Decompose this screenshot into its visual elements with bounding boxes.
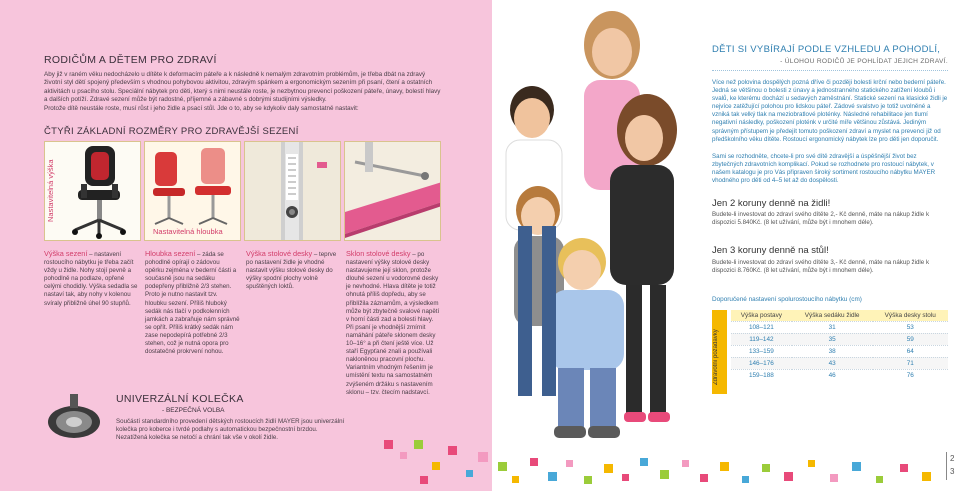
table-cell: 31 [792, 321, 873, 333]
desk-leg-illustration [245, 142, 341, 241]
caster-wheel-image [44, 392, 104, 442]
table-row [731, 357, 948, 369]
header-desk: Výška desky stolu [873, 310, 949, 321]
desk-height-photo [244, 141, 341, 241]
table-side-label: Zdravotní požadavky [713, 329, 719, 385]
right-title: DĚTI SI VYBÍRAJÍ PODLE VZHLEDU A POHODLÍ, [712, 44, 941, 55]
table-cell: 108–121 [731, 321, 792, 333]
table-cell: 59 [873, 333, 949, 345]
height-label: Nastavitelná výška [46, 159, 55, 223]
desk-tilt-column [346, 250, 441, 397]
wheels-text: Součástí standardního provedení dětských rostoucích židlí MAYER jsou univerzální kolečka pro koberce i tvrdé podlahy s automatickou bezpečnostní brzdou. Nezatížená kolečka se netočí a chrání tak vše v okolí židle. [116, 418, 345, 442]
table-cell: 159–188 [731, 369, 792, 381]
table-row [731, 369, 948, 381]
seat-height-title: Výška sezení [44, 249, 88, 258]
intro-paragraph-2: Protože dítě neustále roste, musí růst i jeho židle a psací stůl. Jde o to, aby se kdykoliv daly samostatně nastavit: [44, 105, 359, 113]
table-cell: 53 [873, 321, 949, 333]
page-number-right: 3 [950, 467, 955, 476]
chair-height-photo [44, 141, 141, 241]
desk-tilt-title: Sklon stolové desky [346, 249, 411, 258]
table-cell: 119–142 [731, 333, 792, 345]
header-seat: Výška sedáku židle [792, 310, 873, 321]
table-row [731, 333, 948, 345]
left-title: RODIČŮM A DĚTEM PRO ZDRAVÍ [44, 54, 217, 66]
chair-offer-text: Budete-li investovat do zdraví svého dítěte 2,- Kč denně, máte na nákup židle k dispozici 5.840Kč. (8 let užívání, může být i mnohem déle). [712, 211, 930, 227]
chair-depth-photo [144, 141, 241, 241]
table-side-bar [712, 310, 727, 394]
depth-label: Nastavitelná hloubka [153, 227, 223, 236]
desk-height-column [246, 250, 341, 291]
table-cell: 76 [873, 369, 949, 381]
desk-height-title: Výška stolové desky [246, 249, 313, 258]
seat-depth-column [145, 250, 240, 356]
seat-depth-title: Hloubka sezení [145, 249, 196, 258]
intro-paragraph: Aby již v raném věku nedocházelo u dítěte k deformacím páteře a k následně k nemalým zdravotním problémům, je třeba dbát na zdravý životní styl dětí spojený především s vhodnou pohybovou aktivitou, zdravým spánkem a ergonomickým sezením při psaní, čtení a ostatních aktivitách u psacího stolu. Speciální nábytek pro děti, který s nimi neustále roste, je nezbytnou prevencí poškození páteře, únavy, bolestí hlavy a dalších potíží. Zdravé sezení může být radostné, příjemné a zábavné s dobrými studijními výsledky. [44, 71, 441, 103]
right-paragraph-2: Sami se rozhodněte, chcete-li pro své dítě zdravější a úspěšnější život bez zbytečných zdravotních komplikací. Pokud se rozhodnete pro rostoucí nábytek, v našem katalogu je pro Vás připraven široký sortiment rostoucího nábytku MAYER vhodného pro děti od 4–5 let až do dospělosti. [712, 153, 936, 185]
desk-tilt-text: – po nastavení výšky stolové desky nastavujeme její sklon, protože dlouhé sezení u vodorovné desky je nevhodné. Hlava dítěte je totiž ohnutá příliš dopředu, aby se přiblížila záznamům, a výsledkem může být zbytečně svalové napětí v horní části zad a bolesti hlavy. Při psaní je vhodnější zmírnit namáhání páteře sklonem desky 10–16° a při čtení ještě více. Už staří Egypťané znali a používali nakloněnou pracovní plochu. Variantním vhodným řešením je umístění textu na samostatném zvýšeném držáku s nastavením sklonu – tzv. čtecím nadstavcí. [346, 251, 440, 396]
chair-offer-title: Jen 2 koruny denně na židli! [712, 198, 831, 209]
desk-offer-title: Jen 3 koruny denně na stůl! [712, 245, 829, 256]
desk-height-text: – teprve po nastavení židle je vhodné nastavit výšku stolové desky do výšky spodní plochy volně spuštěných loktů. [246, 251, 337, 291]
table-caption: Doporučené nastavení spolurostoucího nábytku (cm) [712, 296, 862, 303]
right-paragraph-1: Více než polovina dospělých pozná dříve či později bolesti krční nebo bederní páteře. Jedná se většinou o bolesti z únavy a jednostranného statického zatížení kloubů i svalů, ke kterému dochází u sedavých zaměstnání. Statické sezení na klasické židli je nejvíce zatěžující polohou pro lidskou páteř. Zádové svalstvo je totiž uvolněné a vzniká tak velký tlak na meziobratlové ploténky. Následné rehabilitace jen tlumí negativní následky, poškození ploténk v určité míře většinou zůstává. Jediným správným přístupem je předejít tomuto poškození zdraví a myslet na prevenci již od předškolního věku dítěte. Rostoucí ergonomický nábytek lze pro děti jen doporučit. [712, 79, 948, 143]
left-intro [44, 71, 442, 113]
table-row [731, 345, 948, 357]
seat-height-column [44, 250, 139, 308]
desk-offer-text: Budete-li investovat do zdraví svého dítěte 3,- Kč denně, máte na nákup židle k dispozici 8.760Kč. (8 let užívání, může být i mnohem déle). [712, 259, 930, 275]
right-subtitle: - ÚLOHOU RODIČŮ JE POHLÍDAT JEJICH ZDRAVÍ. [780, 58, 948, 65]
settings-table [731, 310, 948, 381]
page-number-divider [946, 452, 947, 480]
page-number-left: 2 [950, 454, 955, 463]
children-photo [492, 0, 704, 491]
wheels-title: UNIVERZÁLNÍ KOLEČKA [116, 393, 244, 405]
table-cell: 133–159 [731, 345, 792, 357]
table-cell: 71 [873, 357, 949, 369]
dimensions-title: ČTYŘI ZÁKLADNÍ ROZMĚRY PRO ZDRAVĚJŠÍ SEZENÍ [44, 126, 299, 137]
table-cell: 43 [792, 357, 873, 369]
seat-height-text: – nastavení rostoucího nábytku je třeba začít vždy u židle. Nohy stojí pevně a pohodlně na podlaze, opřené celými chodidly. Výška sedadla se nastaví tak, aby nohy v kolenou svíraly přibližně úhel 90 stupňů. [44, 251, 138, 307]
table-cell: 146–176 [731, 357, 792, 369]
table-cell: 38 [792, 345, 873, 357]
table-row [731, 321, 948, 333]
table-header-row [731, 310, 948, 321]
table-cell: 46 [792, 369, 873, 381]
table-cell: 64 [873, 345, 949, 357]
desk-tilt-photo [344, 141, 441, 241]
wheels-subtitle: - BEZPEČNÁ VOLBA [162, 407, 225, 414]
desk-tilt-illustration [345, 142, 441, 241]
title-divider [712, 70, 948, 71]
seat-depth-text: – záda se pohodlně opírají o zádovou opěrku zejména v bederní části a současně jsou na sedáku podepřeny přibližně 2/3 stehen. Proto je nutno nastavit tzv. hloubku sezení. Příliš hluboký sedák nás tlačí v podkolenních jamkách a zabraňuje nám správně se opřít. Příliš krátký sedák nám zase nepodepírá potřebné 2/3 stehen, což je nutná opora pro dostatečné prokrvení nohou. [145, 251, 240, 356]
table-cell: 35 [792, 333, 873, 345]
header-height: Výška postavy [731, 310, 792, 321]
